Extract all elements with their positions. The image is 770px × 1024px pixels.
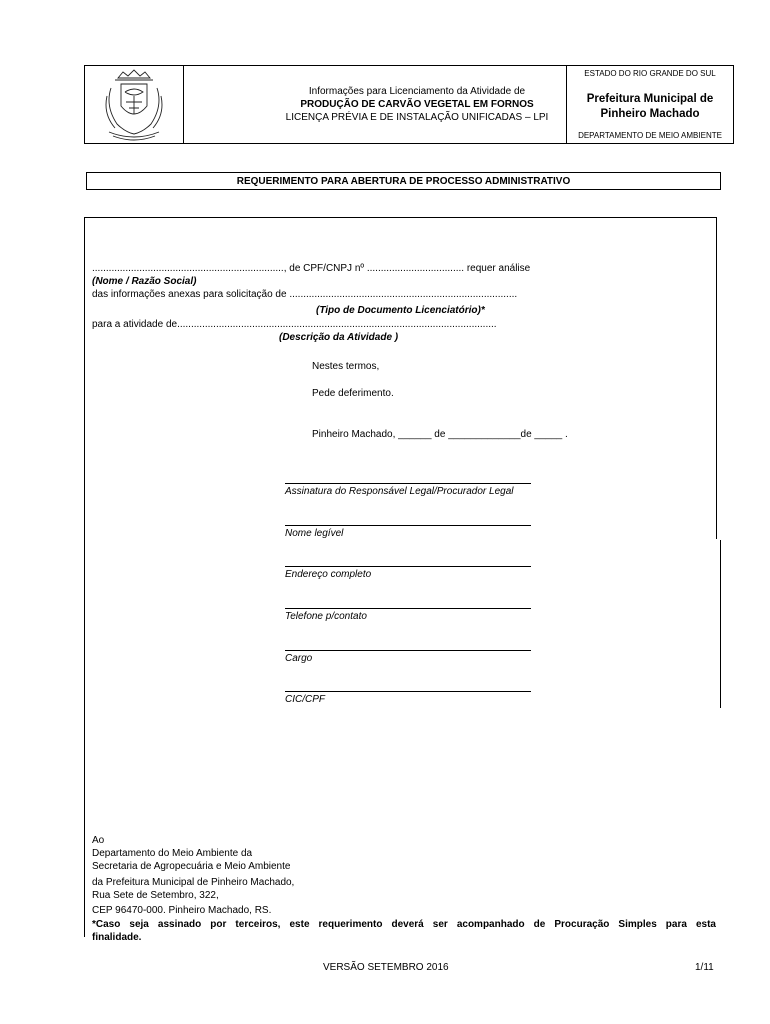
nestes-termos: Nestes termos, bbox=[312, 361, 380, 372]
request-line: ....................................................................., de CPF/CNPJ nº ................................... requer análise bbox=[92, 263, 531, 274]
right-border-lower bbox=[720, 540, 721, 708]
address-line bbox=[285, 566, 531, 567]
signature-line bbox=[285, 483, 531, 484]
signature-label: Assinatura do Responsável Legal/Procurador Legal bbox=[285, 486, 514, 497]
name-line bbox=[285, 525, 531, 526]
address-line-1: Departamento do Meio Ambiente da bbox=[92, 848, 253, 859]
tipo-label: (Tipo de Documento Licenciatório)* bbox=[316, 305, 485, 316]
coat-of-arms-cell bbox=[85, 66, 184, 143]
cpf-line bbox=[285, 691, 531, 692]
form-title-box bbox=[86, 172, 721, 190]
form-title: REQUERIMENTO PARA ABERTURA DE PROCESSO ADMINISTRATIVO bbox=[236, 176, 571, 187]
footnote-line2: finalidade. bbox=[92, 932, 142, 943]
prefeitura-line1: Prefeitura Municipal de bbox=[586, 93, 714, 105]
address-label: Endereço completo bbox=[285, 569, 372, 580]
address-line-5: CEP 96470-000. Pinheiro Machado, RS. bbox=[92, 905, 272, 916]
info-line: Informações para Licenciamento da Atividade de bbox=[308, 86, 526, 97]
address-line-4: Rua Sete de Setembro, 322, bbox=[92, 890, 219, 901]
version-label: VERSÃO SETEMBRO 2016 bbox=[323, 962, 449, 973]
state-name: ESTADO DO RIO GRANDE DO SUL bbox=[584, 69, 716, 78]
solicitacao-line: das informações anexas para solicitação de .................................................................................. bbox=[92, 289, 518, 300]
license-type: LICENÇA PRÉVIA E DE INSTALAÇÃO UNIFICADAS – LPI bbox=[285, 112, 549, 123]
institution-box bbox=[566, 65, 734, 144]
activity-title: PRODUÇÃO DE CARVÃO VEGETAL EM FORNOS bbox=[300, 99, 534, 110]
cargo-label: Cargo bbox=[285, 653, 313, 664]
pede-deferimento: Pede deferimento. bbox=[312, 388, 394, 399]
department-name: DEPARTAMENTO DE MEIO AMBIENTE bbox=[578, 131, 722, 140]
phone-line bbox=[285, 608, 531, 609]
phone-label: Telefone p/contato bbox=[285, 611, 367, 622]
footnote-line1: *Caso seja assinado por terceiros, este requerimento deverá ser acompanhado de Procuração Simples para esta bbox=[92, 919, 716, 930]
nome-label: (Nome / Razão Social) bbox=[92, 276, 197, 287]
atividade-line: para a atividade de................................................................................................................... bbox=[92, 319, 497, 330]
right-border-upper bbox=[716, 217, 717, 539]
address-line-0: Ao bbox=[92, 835, 105, 846]
local-data-line: Pinheiro Machado, ______ de _____________de _____ . bbox=[312, 429, 568, 440]
descricao-label: (Descrição da Atividade ) bbox=[279, 332, 399, 343]
address-line-2: Secretaria de Agropecuária e Meio Ambiente bbox=[92, 861, 291, 872]
coat-of-arms-icon bbox=[85, 66, 183, 143]
cargo-line bbox=[285, 650, 531, 651]
address-line-3: da Prefeitura Municipal de Pinheiro Machado, bbox=[92, 877, 295, 888]
cpf-label: CIC/CPF bbox=[285, 694, 325, 705]
name-label: Nome legível bbox=[285, 528, 344, 539]
page-number: 1/11 bbox=[695, 962, 714, 973]
prefeitura-line2: Pinheiro Machado bbox=[600, 108, 700, 120]
